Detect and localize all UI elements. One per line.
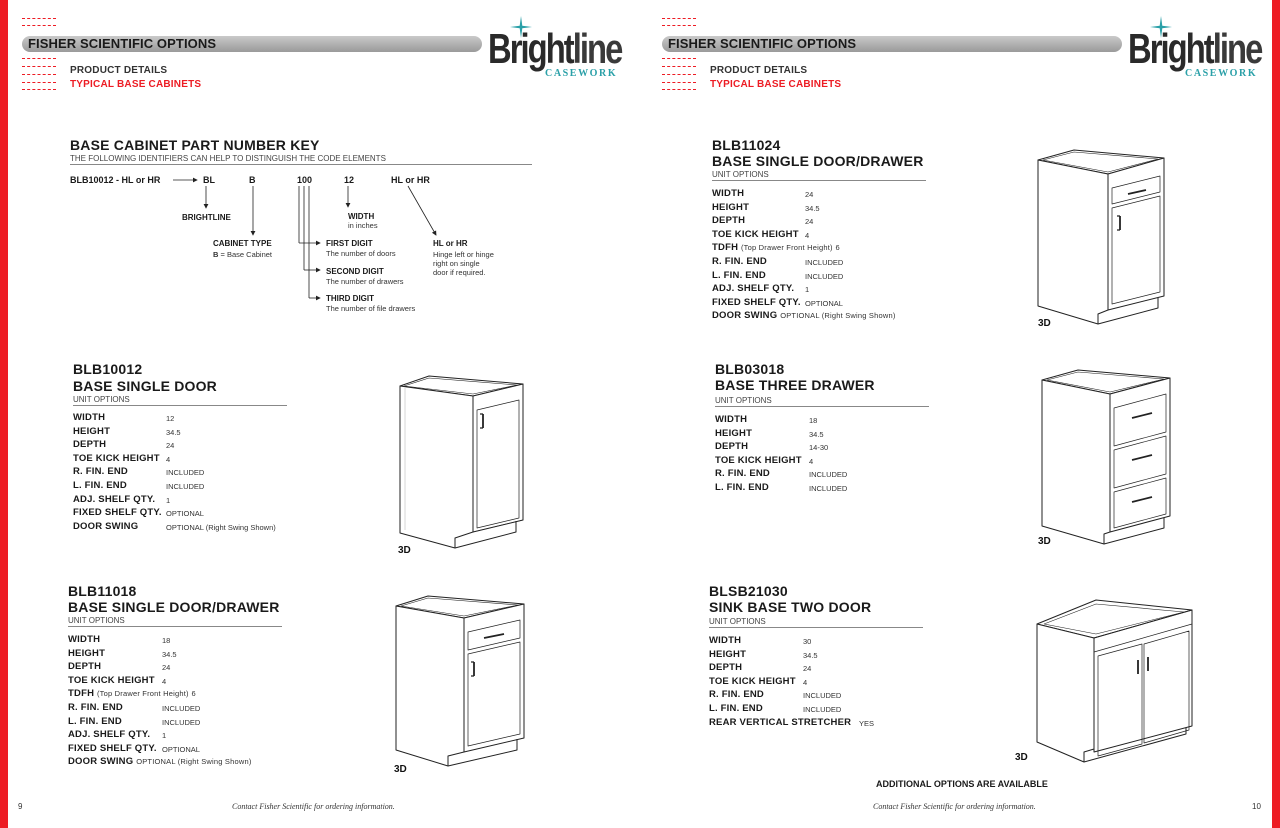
spec-row-tdfh: TDFH (Top Drawer Front Height) 6 (712, 242, 840, 254)
spec-row: R. FIN. END INCLUDED (709, 689, 842, 701)
product-code: BLB11018 (68, 583, 137, 599)
breadcrumb-product-details-right[interactable]: PRODUCT DETAILS (710, 65, 808, 76)
spec-row: TOE KICK HEIGHT 4 (712, 228, 810, 240)
contact-note-left: Contact Fisher Scientific for ordering information. (232, 802, 395, 811)
spec-row: WIDTH 12 (73, 412, 175, 423)
product-name: BASE THREE DRAWER (715, 377, 875, 393)
spec-row: TOE KICK HEIGHT 4 (715, 454, 814, 466)
code-b: B (249, 175, 256, 185)
contact-note-right: Contact Fisher Scientific for ordering information. (873, 802, 1036, 811)
cabinet-3d-drawing (1034, 146, 1174, 326)
spec-row: FIXED SHELF QTY. OPTIONAL (68, 742, 200, 754)
product-name: BASE SINGLE DOOR/DRAWER (712, 153, 924, 169)
cabinet-3d-drawing (392, 592, 532, 770)
spec-row: FIXED SHELF QTY. OPTIONAL (712, 296, 843, 308)
spec-row: HEIGHT 34.5 (73, 425, 181, 437)
hinge-label: HL or HR (433, 239, 468, 248)
key-arrows (0, 0, 540, 330)
spec-row: ADJ. SHELF QTY. 1 (68, 729, 167, 741)
cabinet-3d-drawing (395, 372, 535, 552)
spec-row: DEPTH 24 (68, 661, 171, 673)
spec-row: DEPTH 24 (709, 662, 812, 674)
breadcrumb-product-details[interactable]: PRODUCT DETAILS (70, 65, 168, 76)
view-3d-label: 3D (1038, 318, 1051, 329)
key-example: BLB10012 - HL or HR (70, 175, 161, 185)
spec-row: FIXED SHELF QTY. OPTIONAL (73, 507, 204, 519)
spec-row: DEPTH 24 (73, 439, 175, 451)
unit-options-label: UNIT OPTIONS (712, 170, 769, 179)
spec-row: DEPTH 24 (712, 215, 814, 227)
first-digit-label: FIRST DIGIT (326, 239, 373, 248)
code-bl: BL (203, 175, 215, 185)
key-title: BASE CABINET PART NUMBER KEY (70, 137, 320, 153)
product-code: BLSB21030 (709, 583, 788, 599)
product-code: BLB10012 (73, 361, 143, 377)
spec-table (715, 413, 955, 495)
third-digit-label: THIRD DIGIT (326, 294, 374, 303)
spec-row: WIDTH 24 (712, 188, 814, 199)
product-name: BASE SINGLE DOOR/DRAWER (68, 599, 280, 615)
spec-row: WIDTH 30 (709, 635, 812, 646)
spec-row: L. FIN. END INCLUDED (715, 481, 848, 493)
cabinet-3d-drawing (1038, 366, 1178, 546)
spec-row: R. FIN. END INCLUDED (712, 255, 844, 267)
spec-row: WIDTH 18 (715, 414, 818, 425)
spec-table (73, 411, 313, 533)
spec-row: R. FIN. END INCLUDED (68, 701, 201, 713)
spec-row-door-swing: DOOR SWING OPTIONAL (Right Swing Shown) (68, 756, 252, 768)
third-digit-note: The number of file drawers (326, 304, 416, 313)
product-code: BLB11024 (712, 137, 781, 153)
second-digit-label: SECOND DIGIT (326, 267, 384, 276)
view-3d-label: 3D (1038, 536, 1051, 547)
spec-row: HEIGHT 34.5 (715, 427, 824, 439)
spec-row: L. FIN. END INCLUDED (712, 269, 844, 281)
spec-row: TOE KICK HEIGHT 4 (709, 675, 808, 687)
breadcrumb-typical-base[interactable]: TYPICAL BASE CABINETS (70, 79, 202, 90)
page-number-right: 10 (1252, 802, 1261, 811)
spec-row: R. FIN. END INCLUDED (73, 466, 205, 478)
spec-row-stretcher: REAR VERTICAL STRETCHER YES (709, 716, 875, 728)
spec-table (709, 634, 969, 729)
spec-row: DOOR SWING OPTIONAL (Right Swing Shown) (73, 520, 276, 532)
right-page-edge (1272, 0, 1280, 828)
first-digit-note: The number of doors (326, 249, 396, 258)
brightline-logo: Brightline CASEWORK (488, 22, 622, 80)
unit-options-label: UNIT OPTIONS (709, 617, 766, 626)
key-subtitle: THE FOLLOWING IDENTIFIERS CAN HELP TO DISTINGUISH THE CODE ELEMENTS (70, 154, 386, 163)
spec-row-door-swing: DOOR SWING OPTIONAL (Right Swing Shown) (712, 310, 896, 322)
code-12: 12 (344, 175, 355, 185)
spec-table (68, 633, 328, 769)
section-title: FISHER SCIENTIFIC OPTIONS (22, 36, 482, 52)
spec-table (712, 187, 972, 323)
spec-row: L. FIN. END INCLUDED (68, 715, 201, 727)
spec-row: TOE KICK HEIGHT 4 (73, 452, 171, 464)
code-hl-hr: HL or HR (391, 175, 430, 185)
spec-row: L. FIN. END INCLUDED (709, 702, 842, 714)
spec-row: HEIGHT 34.5 (712, 201, 820, 213)
spec-row: TOE KICK HEIGHT 4 (68, 674, 167, 686)
spec-row: WIDTH 18 (68, 634, 171, 645)
brightline-label: BRIGHTLINE (182, 213, 231, 222)
brightline-logo-right: Brightline CASEWORK (1128, 22, 1262, 80)
spec-row: DEPTH 14-30 (715, 441, 829, 453)
product-name: SINK BASE TWO DOOR (709, 599, 872, 615)
view-3d-label: 3D (394, 764, 407, 775)
unit-options-label: UNIT OPTIONS (68, 616, 125, 625)
spec-row: ADJ. SHELF QTY. 1 (73, 493, 171, 505)
product-name: BASE SINGLE DOOR (73, 378, 217, 394)
cabinet-type-label: CABINET TYPE (213, 239, 272, 248)
cabinet-type-note: B = Base Cabinet (213, 250, 273, 259)
unit-options-label: UNIT OPTIONS (715, 396, 772, 405)
view-3d-label: 3D (398, 545, 411, 556)
second-digit-note: The number of drawers (326, 277, 404, 286)
section-title-right: FISHER SCIENTIFIC OPTIONS (662, 36, 1122, 52)
width-label: WIDTH (348, 212, 375, 221)
additional-options-note: ADDITIONAL OPTIONS ARE AVAILABLE (876, 779, 1048, 789)
spec-row: R. FIN. END INCLUDED (715, 468, 848, 480)
unit-options-label: UNIT OPTIONS (73, 395, 130, 404)
view-3d-label: 3D (1015, 752, 1028, 763)
spec-row: HEIGHT 34.5 (68, 647, 177, 659)
spec-row: HEIGHT 34.5 (709, 648, 818, 660)
code-100: 100 (297, 175, 313, 185)
breadcrumb-typical-base-right[interactable]: TYPICAL BASE CABINETS (710, 79, 842, 90)
spec-row-tdfh: TDFH (Top Drawer Front Height) 6 (68, 688, 196, 700)
cabinet-3d-drawing (1034, 594, 1194, 764)
spec-row: L. FIN. END INCLUDED (73, 479, 205, 491)
product-code: BLB03018 (715, 361, 785, 377)
hinge-note: Hinge left or hinge right on single door if required. (433, 250, 494, 277)
width-note: in inches (348, 221, 378, 230)
page-number-left: 9 (18, 802, 23, 811)
spec-row: ADJ. SHELF QTY. 1 (712, 283, 810, 295)
